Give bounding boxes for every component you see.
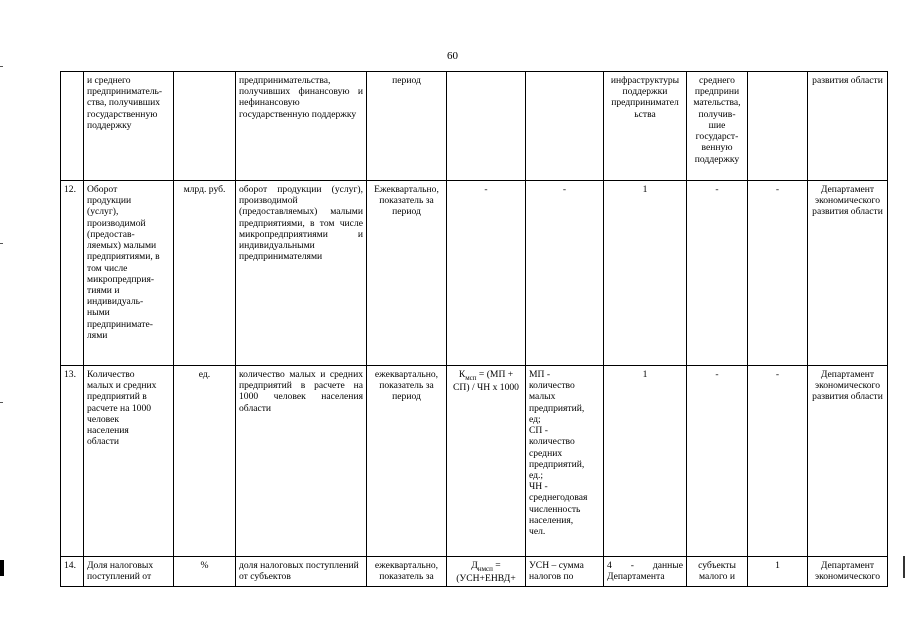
- department-cell: Департамент экономического развития области: [808, 366, 888, 557]
- row-number-cell: 13.: [61, 366, 84, 557]
- formula-subscript: нмсп: [477, 564, 493, 573]
- table-row: [61, 181, 888, 366]
- subject-cell: -: [687, 181, 748, 366]
- period-cell: Ежеквартально, показатель за период: [367, 181, 447, 366]
- source-cell: 1: [604, 181, 687, 366]
- period-cell: период: [367, 72, 447, 181]
- responsible-cell: 1: [748, 557, 808, 587]
- formula-cell: -: [447, 181, 526, 366]
- indicators-cell: УСН – сумма налогов по: [526, 557, 604, 587]
- responsible-cell: [748, 72, 808, 181]
- scan-edge-mark: [0, 66, 3, 67]
- subject-cell: -: [687, 366, 748, 557]
- unit-cell: ед.: [174, 366, 236, 557]
- scan-edge-mark: [0, 243, 3, 244]
- formula-cell: [447, 557, 526, 587]
- formula-symbol: Д: [471, 560, 478, 571]
- indicator-name-cell: Оборот продукции (услуг), производимой (предостав- ляемых) малыми предприятиями, в том числе микропредприя- тиями и индивидуаль- ными предпринимате- лями: [84, 181, 174, 366]
- scan-edge-mark: [0, 560, 4, 576]
- formula-expression: = (МП + СП) / ЧН х 1000: [453, 369, 519, 394]
- table-row: [61, 72, 888, 181]
- indicator-name-cell: и среднего предприниматель- ства, получивших государственную поддержку: [84, 72, 174, 181]
- responsible-cell: -: [748, 181, 808, 366]
- scan-edge-mark: [0, 402, 3, 403]
- indicator-name-cell: Количество малых и средних предприятий в расчете на 1000 человек населения области: [84, 366, 174, 557]
- department-cell: развития области: [808, 72, 888, 181]
- period-cell: ежеквартально, показатель за: [367, 557, 447, 587]
- indicator-name-cell: Доля налоговых поступлений от: [84, 557, 174, 587]
- indicators-cell: -: [526, 181, 604, 366]
- subject-cell: субъекты малого и: [687, 557, 748, 587]
- indicators-table: [60, 71, 888, 587]
- source-cell: инфраструктуры поддержки предпринимател ьства: [604, 72, 687, 181]
- indicators-cell: МП - количество малых предприятий, ед; СП - количество средних предприятий, ед.; ЧН - среднегодовая численность населения, чел.: [526, 366, 604, 557]
- source-cell: 4 - данные Департамента: [604, 557, 687, 587]
- formula-cell: [447, 366, 526, 557]
- table-row: [61, 366, 888, 557]
- unit-cell: млрд. руб.: [174, 181, 236, 366]
- row-number-cell: 12.: [61, 181, 84, 366]
- formula-expression: = (УСН+ЕНВД+: [456, 560, 516, 585]
- formula-subscript: мсп: [465, 373, 477, 382]
- definition-cell: доля налоговых поступлений от субъектов: [236, 557, 367, 587]
- indicators-cell: [526, 72, 604, 181]
- responsible-cell: -: [748, 366, 808, 557]
- unit-cell: [174, 72, 236, 181]
- row-number-cell: 14.: [61, 557, 84, 587]
- definition-cell: оборот продукции (услуг), производимой (предоставляемых) малыми предприятиями, в том числе микропредприятиями и индивидуальными предпринимателями: [236, 181, 367, 366]
- page-number: 60: [447, 50, 458, 62]
- department-cell: Департамент экономического развития области: [808, 181, 888, 366]
- definition-cell: количество малых и средних предприятий в расчете на 1000 человек населения области: [236, 366, 367, 557]
- table-row: [61, 557, 888, 587]
- department-cell: Департамент экономического: [808, 557, 888, 587]
- period-cell: ежеквартально, показатель за период: [367, 366, 447, 557]
- row-number-cell: [61, 72, 84, 181]
- definition-cell: предпринимательства, получивших финансовую и нефинансовую государственную поддержку: [236, 72, 367, 181]
- subject-cell: среднего предприни мательства, получив- шие государст- венную поддержку: [687, 72, 748, 181]
- source-cell: 1: [604, 366, 687, 557]
- unit-cell: %: [174, 557, 236, 587]
- formula-symbol: К: [458, 369, 466, 380]
- formula-cell: [447, 72, 526, 181]
